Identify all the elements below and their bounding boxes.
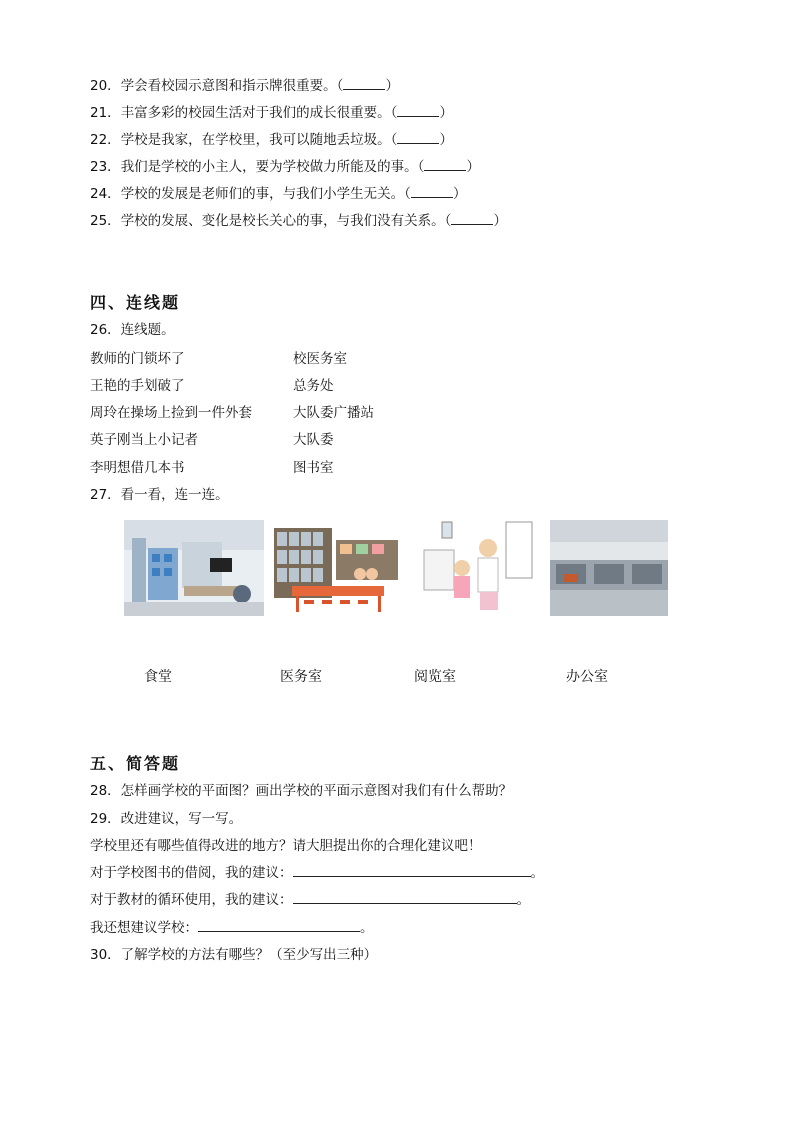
tf-item-22: [90, 131, 453, 149]
tf-item-text: 学校的发展、变化是校长关心的事，与我们没有关系。（: [120, 213, 452, 229]
suggestion-line-3: [90, 919, 374, 937]
caption-office[interactable]: 办公室: [566, 669, 608, 685]
match-left-item[interactable]: 教师的门锁坏了: [90, 351, 185, 367]
tf-item-24: [90, 185, 466, 203]
suggestion-label: 我还想建议学校：: [90, 920, 198, 936]
answer-blank[interactable]: [293, 903, 517, 904]
match-left-item[interactable]: 英子刚当上小记者: [90, 432, 198, 448]
tf-item-21: [90, 104, 453, 122]
answer-blank[interactable]: [424, 170, 466, 171]
tf-item-text: 20．: [90, 78, 121, 94]
answer-blank[interactable]: [343, 89, 385, 90]
caption-canteen[interactable]: 食堂: [144, 669, 172, 685]
tf-item-text: 学校是我家，在学校里，我可以随地丢垃圾。（: [120, 132, 398, 148]
match-right-item[interactable]: 大队委广播站: [293, 405, 374, 421]
canteen-image[interactable]: [550, 520, 668, 616]
tf-item-text: 22．: [90, 132, 121, 148]
match-right-item[interactable]: 总务处: [293, 378, 334, 394]
question-29: 29．改进建议，写一写。: [90, 811, 243, 827]
match-right-item[interactable]: 大队委: [293, 432, 334, 448]
match-left-item[interactable]: 王艳的手划破了: [90, 378, 185, 394]
match-right-item[interactable]: 图书室: [293, 460, 334, 476]
paren: ）: [385, 78, 399, 94]
answer-blank[interactable]: [451, 224, 493, 225]
infirmary-image[interactable]: [420, 520, 536, 616]
caption-infirmary[interactable]: 医务室: [280, 669, 322, 685]
match-left-item[interactable]: 李明想借几本书: [90, 460, 185, 476]
period: 。: [360, 920, 374, 936]
suggestion-label: 对于学校图书的借阅，我的建议：: [90, 865, 293, 881]
tf-item-text: 21．: [90, 105, 121, 121]
caption-reading-room[interactable]: 阅览室: [414, 669, 456, 685]
question-30: 30．了解学校的方法有哪些？（至少写出三种）: [90, 947, 378, 963]
period: 。: [530, 865, 544, 881]
match-left-item[interactable]: 周玲在操场上捡到一件外套: [90, 405, 252, 421]
tf-item-25: [90, 212, 507, 230]
tf-item-text: 24．: [90, 186, 121, 202]
answer-blank[interactable]: [411, 197, 453, 198]
answer-blank[interactable]: [397, 116, 439, 117]
paren: ）: [493, 213, 507, 229]
tf-item-text: 丰富多彩的校园生活对于我们的成长很重要。（: [120, 105, 398, 121]
period: 。: [516, 892, 530, 908]
section4-heading: 四、连线题: [90, 293, 181, 312]
question-28: 28．怎样画学校的平面图？画出学校的平面示意图对我们有什么帮助？: [90, 783, 513, 799]
office-room-image[interactable]: [124, 520, 264, 616]
question-29-intro: 学校里还有哪些值得改进的地方？请大胆提出你的合理化建议吧！: [90, 838, 482, 854]
tf-item-text: 23．: [90, 159, 121, 175]
tf-item-text: 学校的发展是老师们的事，与我们小学生无关。（: [120, 186, 411, 202]
answer-blank[interactable]: [293, 876, 531, 877]
tf-item-23: [90, 158, 480, 176]
paren: ）: [466, 159, 480, 175]
paren: ）: [439, 105, 453, 121]
answer-blank[interactable]: [397, 143, 439, 144]
tf-item-20: [90, 77, 399, 95]
question-27: 27．看一看，连一连。: [90, 487, 229, 503]
suggestion-label: 对于教材的循环使用，我的建议：: [90, 892, 293, 908]
tf-item-text: 25．: [90, 213, 121, 229]
tf-item-text: 我们是学校的小主人，要为学校做力所能及的事。（: [120, 159, 425, 175]
suggestion-line-1: [90, 864, 544, 882]
paren: ）: [452, 186, 467, 202]
reading-room-image[interactable]: [274, 520, 402, 616]
answer-blank[interactable]: [198, 931, 360, 932]
suggestion-line-2: [90, 891, 530, 909]
match-right-item[interactable]: 校医务室: [293, 351, 347, 367]
section5-heading: 五、简答题: [90, 754, 181, 773]
tf-item-text: 学会看校园示意图和指示牌很重要。（: [120, 78, 344, 94]
paren: ）: [439, 132, 453, 148]
question-26: 26．连线题。: [90, 322, 175, 338]
